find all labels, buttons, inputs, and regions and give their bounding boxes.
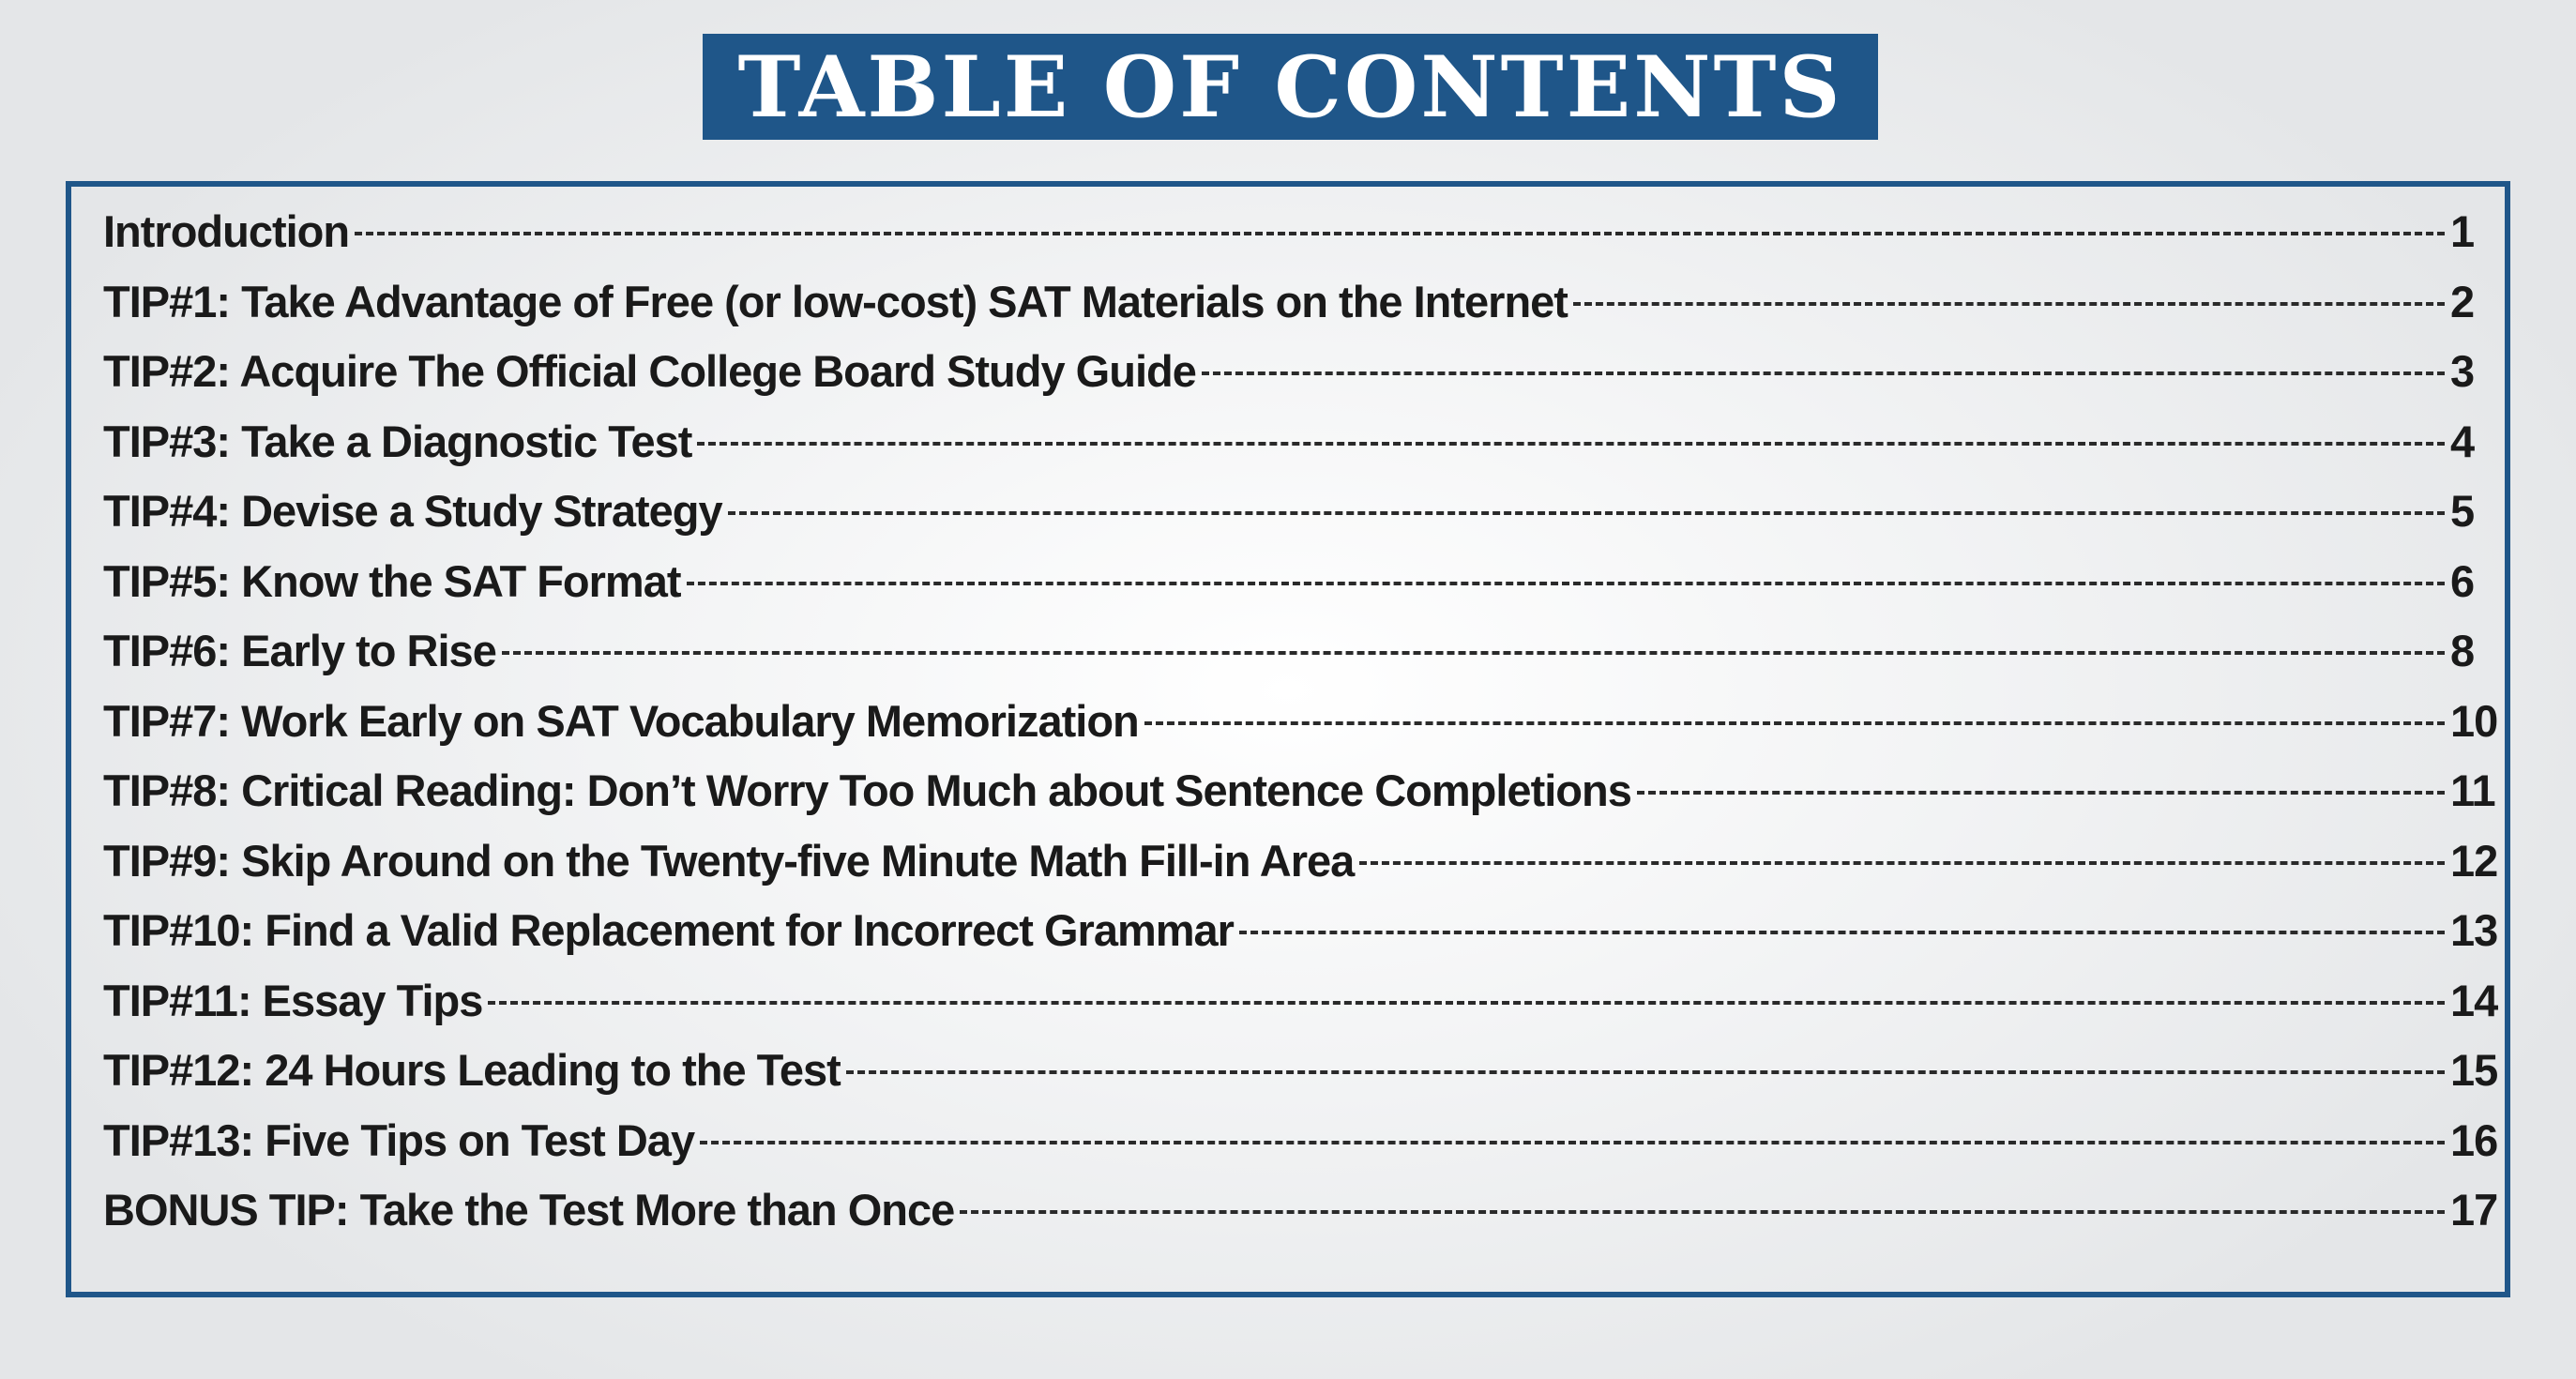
dot-leader xyxy=(700,1141,2445,1144)
toc-entry-page-number: 3 xyxy=(2450,346,2475,396)
dot-leader xyxy=(1202,371,2445,375)
dot-leader xyxy=(355,232,2445,235)
toc-entry-page-number: 15 xyxy=(2450,1045,2498,1095)
toc-entry[interactable] xyxy=(103,276,2510,346)
toc-entry-page-number: 12 xyxy=(2450,835,2498,886)
toc-entry-label: BONUS TIP: Take the Test More than Once xyxy=(103,1185,955,1235)
toc-box xyxy=(66,181,2510,1297)
dot-leader xyxy=(697,442,2445,446)
toc-entry-page-number: 16 xyxy=(2450,1114,2498,1165)
toc-entry[interactable] xyxy=(103,555,2510,626)
toc-entry[interactable] xyxy=(103,1044,2510,1114)
toc-entry-label: TIP#13: Five Tips on Test Day xyxy=(103,1114,695,1165)
toc-entry[interactable] xyxy=(103,1184,2510,1254)
toc-entry[interactable] xyxy=(103,904,2510,975)
dot-leader xyxy=(846,1070,2445,1074)
toc-entry[interactable] xyxy=(103,345,2510,416)
toc-list xyxy=(103,205,2510,1254)
toc-entry-page-number: 2 xyxy=(2450,276,2475,326)
toc-entry-page-number: 17 xyxy=(2450,1185,2498,1235)
toc-entry-label: Introduction xyxy=(103,206,350,256)
toc-entry-page-number: 6 xyxy=(2450,555,2475,606)
dot-leader xyxy=(1573,302,2445,306)
dot-leader xyxy=(1637,791,2445,795)
toc-entry-label: TIP#9: Skip Around on the Twenty-five Minute Math Fill-in Area xyxy=(103,835,1355,886)
toc-entry[interactable] xyxy=(103,485,2510,555)
toc-entry-page-number: 11 xyxy=(2450,765,2495,815)
toc-entry-label: TIP#8: Critical Reading: Don’t Worry Too Much about Sentence Completions xyxy=(103,765,1631,815)
toc-entry[interactable] xyxy=(103,625,2510,695)
toc-entry[interactable] xyxy=(103,695,2510,765)
dot-leader xyxy=(1359,861,2445,865)
toc-entry[interactable] xyxy=(103,765,2510,835)
toc-entry-page-number: 1 xyxy=(2450,206,2475,256)
toc-entry-label: TIP#11: Essay Tips xyxy=(103,975,483,1025)
toc-entry-label: TIP#1: Take Advantage of Free (or low-cost) SAT Materials on the Internet xyxy=(103,276,1568,326)
toc-entry-label: TIP#10: Find a Valid Replacement for Incorrect Grammar xyxy=(103,905,1234,955)
dot-leader xyxy=(960,1210,2445,1214)
dot-leader xyxy=(687,582,2446,585)
toc-entry-label: TIP#2: Acquire The Official College Board Study Guide xyxy=(103,346,1196,396)
toc-entry-page-number: 5 xyxy=(2450,486,2475,536)
toc-entry-label: TIP#12: 24 Hours Leading to the Test xyxy=(103,1045,841,1095)
dot-leader xyxy=(502,651,2445,655)
toc-entry-label: TIP#7: Work Early on SAT Vocabulary Memorization xyxy=(103,695,1139,746)
toc-entry[interactable] xyxy=(103,205,2510,276)
dot-leader xyxy=(1239,931,2445,934)
page-title: TABLE OF CONTENTS xyxy=(737,37,1843,137)
toc-entry[interactable] xyxy=(103,1114,2510,1185)
toc-entry-page-number: 4 xyxy=(2450,416,2475,466)
toc-entry-label: TIP#3: Take a Diagnostic Test xyxy=(103,416,692,466)
dot-leader xyxy=(1144,721,2445,725)
toc-entry[interactable] xyxy=(103,835,2510,905)
toc-entry-label: TIP#6: Early to Rise xyxy=(103,626,496,675)
title-banner xyxy=(703,34,1878,140)
dot-leader xyxy=(488,1001,2445,1005)
toc-entry-page-number: 10 xyxy=(2450,695,2498,746)
toc-entry[interactable] xyxy=(103,975,2510,1045)
toc-entry-page-number: 8 xyxy=(2450,626,2475,675)
toc-entry[interactable] xyxy=(103,416,2510,486)
dot-leader xyxy=(728,511,2445,515)
toc-entry-page-number: 13 xyxy=(2450,905,2498,955)
toc-entry-label: TIP#4: Devise a Study Strategy xyxy=(103,486,722,536)
toc-entry-label: TIP#5: Know the SAT Format xyxy=(103,555,681,606)
toc-entry-page-number: 14 xyxy=(2450,975,2498,1025)
